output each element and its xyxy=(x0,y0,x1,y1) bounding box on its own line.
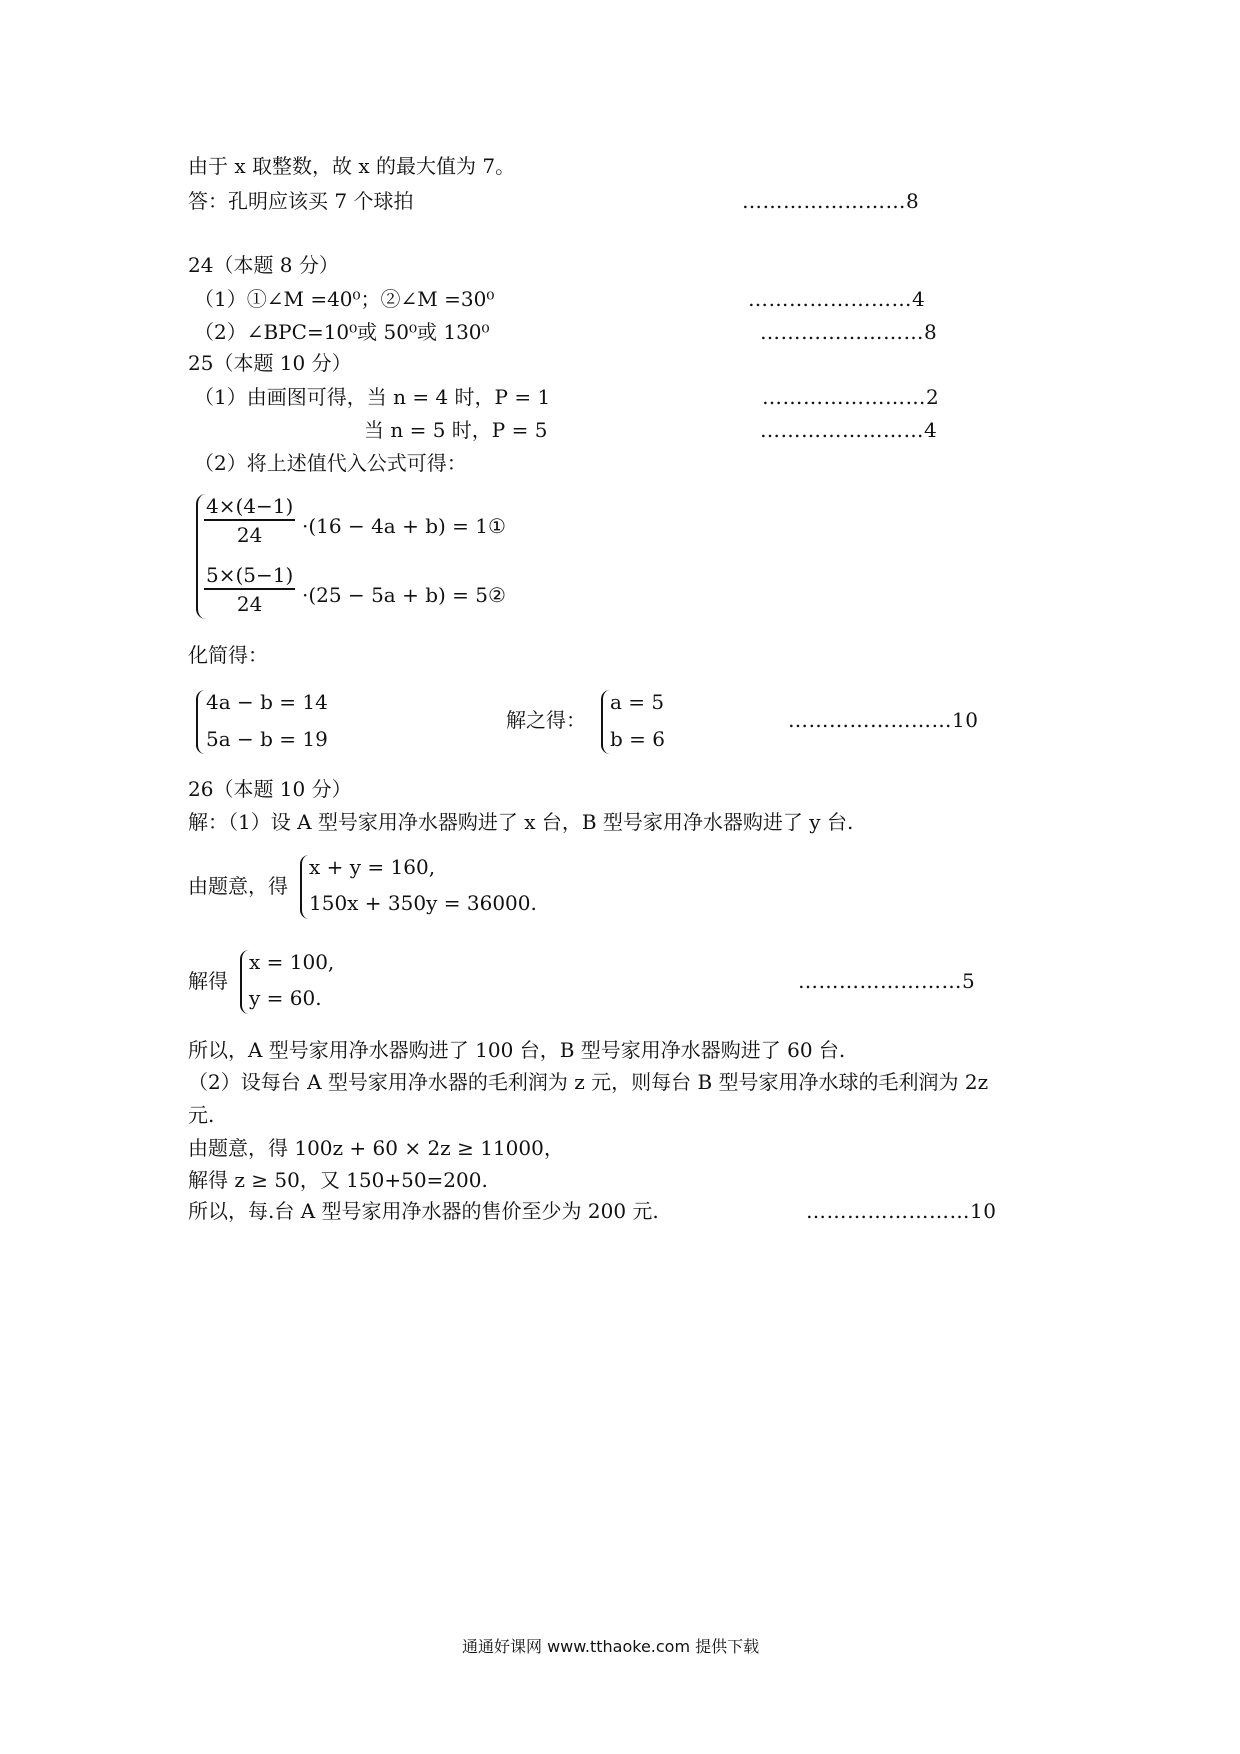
score-dots: ……………………10 xyxy=(806,1199,997,1223)
score-dots: ……………………8 xyxy=(760,320,938,344)
text-line: 由题意，得 xyxy=(188,874,288,898)
text-line: 所以，A 型号家用净水器购进了 100 台，B 型号家用净水器购进了 60 台. xyxy=(188,1038,846,1062)
text-line: （2）将上述值代入公式可得： xyxy=(194,451,467,475)
text-line: 解：（1）设 A 型号家用净水器购进了 x 台，B 型号家用净水器购进了 y 台. xyxy=(188,810,854,834)
system-brace xyxy=(601,690,610,754)
text-line: 元. xyxy=(188,1103,215,1127)
equation: x + y = 160, xyxy=(309,855,436,879)
system-brace xyxy=(196,690,205,754)
text-line: 由于 x 取整数，故 x 的最大值为 7。 xyxy=(188,154,516,178)
text-line: （1）由画图可得，当 n = 4 时，P = 1 xyxy=(194,385,551,409)
equation: b = 6 xyxy=(610,727,665,751)
fraction-denominator: 24 xyxy=(236,523,263,547)
equation: y = 60. xyxy=(249,986,322,1010)
fraction xyxy=(204,493,295,549)
equation: x = 100, xyxy=(249,950,335,974)
score-dots: ……………………4 xyxy=(748,287,926,311)
score-dots: ……………………8 xyxy=(742,189,920,213)
equation-1: ·(16 − 4a + b) = 1① xyxy=(302,514,506,538)
problem-heading: 25（本题 10 分） xyxy=(188,351,352,375)
score-dots: ……………………2 xyxy=(762,385,940,409)
system-brace xyxy=(300,855,309,919)
problem-heading: 24（本题 8 分） xyxy=(188,253,339,277)
equation: 5a − b = 19 xyxy=(206,727,328,751)
problem-heading: 26（本题 10 分） xyxy=(188,777,352,801)
text-line: 化简得： xyxy=(188,643,268,667)
text-line: （1）①∠M =40⁰；②∠M =30⁰ xyxy=(194,287,495,311)
fraction-numerator: 5×(5−1) xyxy=(204,562,295,590)
score-dots: ……………………10 xyxy=(788,708,979,732)
equation: 150x + 350y = 36000. xyxy=(309,891,537,915)
equation: 4a − b = 14 xyxy=(206,690,328,714)
text-line: （2）∠BPC=10⁰或 50⁰或 130⁰ xyxy=(194,320,490,344)
text-line: 所以，每.台 A 型号家用净水器的售价至少为 200 元. xyxy=(188,1199,659,1223)
system-brace xyxy=(240,950,249,1014)
score-dots: ……………………4 xyxy=(760,418,938,442)
fraction xyxy=(204,562,295,618)
score-dots: ……………………5 xyxy=(798,969,976,993)
equation-2: ·(25 − 5a + b) = 5② xyxy=(302,583,506,607)
equation: a = 5 xyxy=(610,690,665,714)
text-line: 当 n = 5 时，P = 5 xyxy=(364,418,548,442)
fraction-numerator: 4×(4−1) xyxy=(204,493,295,521)
text-line: 解得 z ≥ 50，又 150+50=200. xyxy=(188,1168,488,1192)
text-line: 由题意，得 100z + 60 × 2z ≥ 11000， xyxy=(188,1136,564,1160)
page-footer: 通通好课网 www.tthaoke.com 提供下载 xyxy=(462,1637,760,1656)
text-line: 解之得： xyxy=(506,708,586,732)
text-line: 答：孔明应该买 7 个球拍 xyxy=(188,189,414,213)
fraction-denominator: 24 xyxy=(236,592,263,616)
text-line: （2）设每台 A 型号家用净水器的毛利润为 z 元，则每台 B 型号家用净水球的毛利润为 2z xyxy=(188,1070,989,1094)
text-line: 解得 xyxy=(188,969,228,993)
